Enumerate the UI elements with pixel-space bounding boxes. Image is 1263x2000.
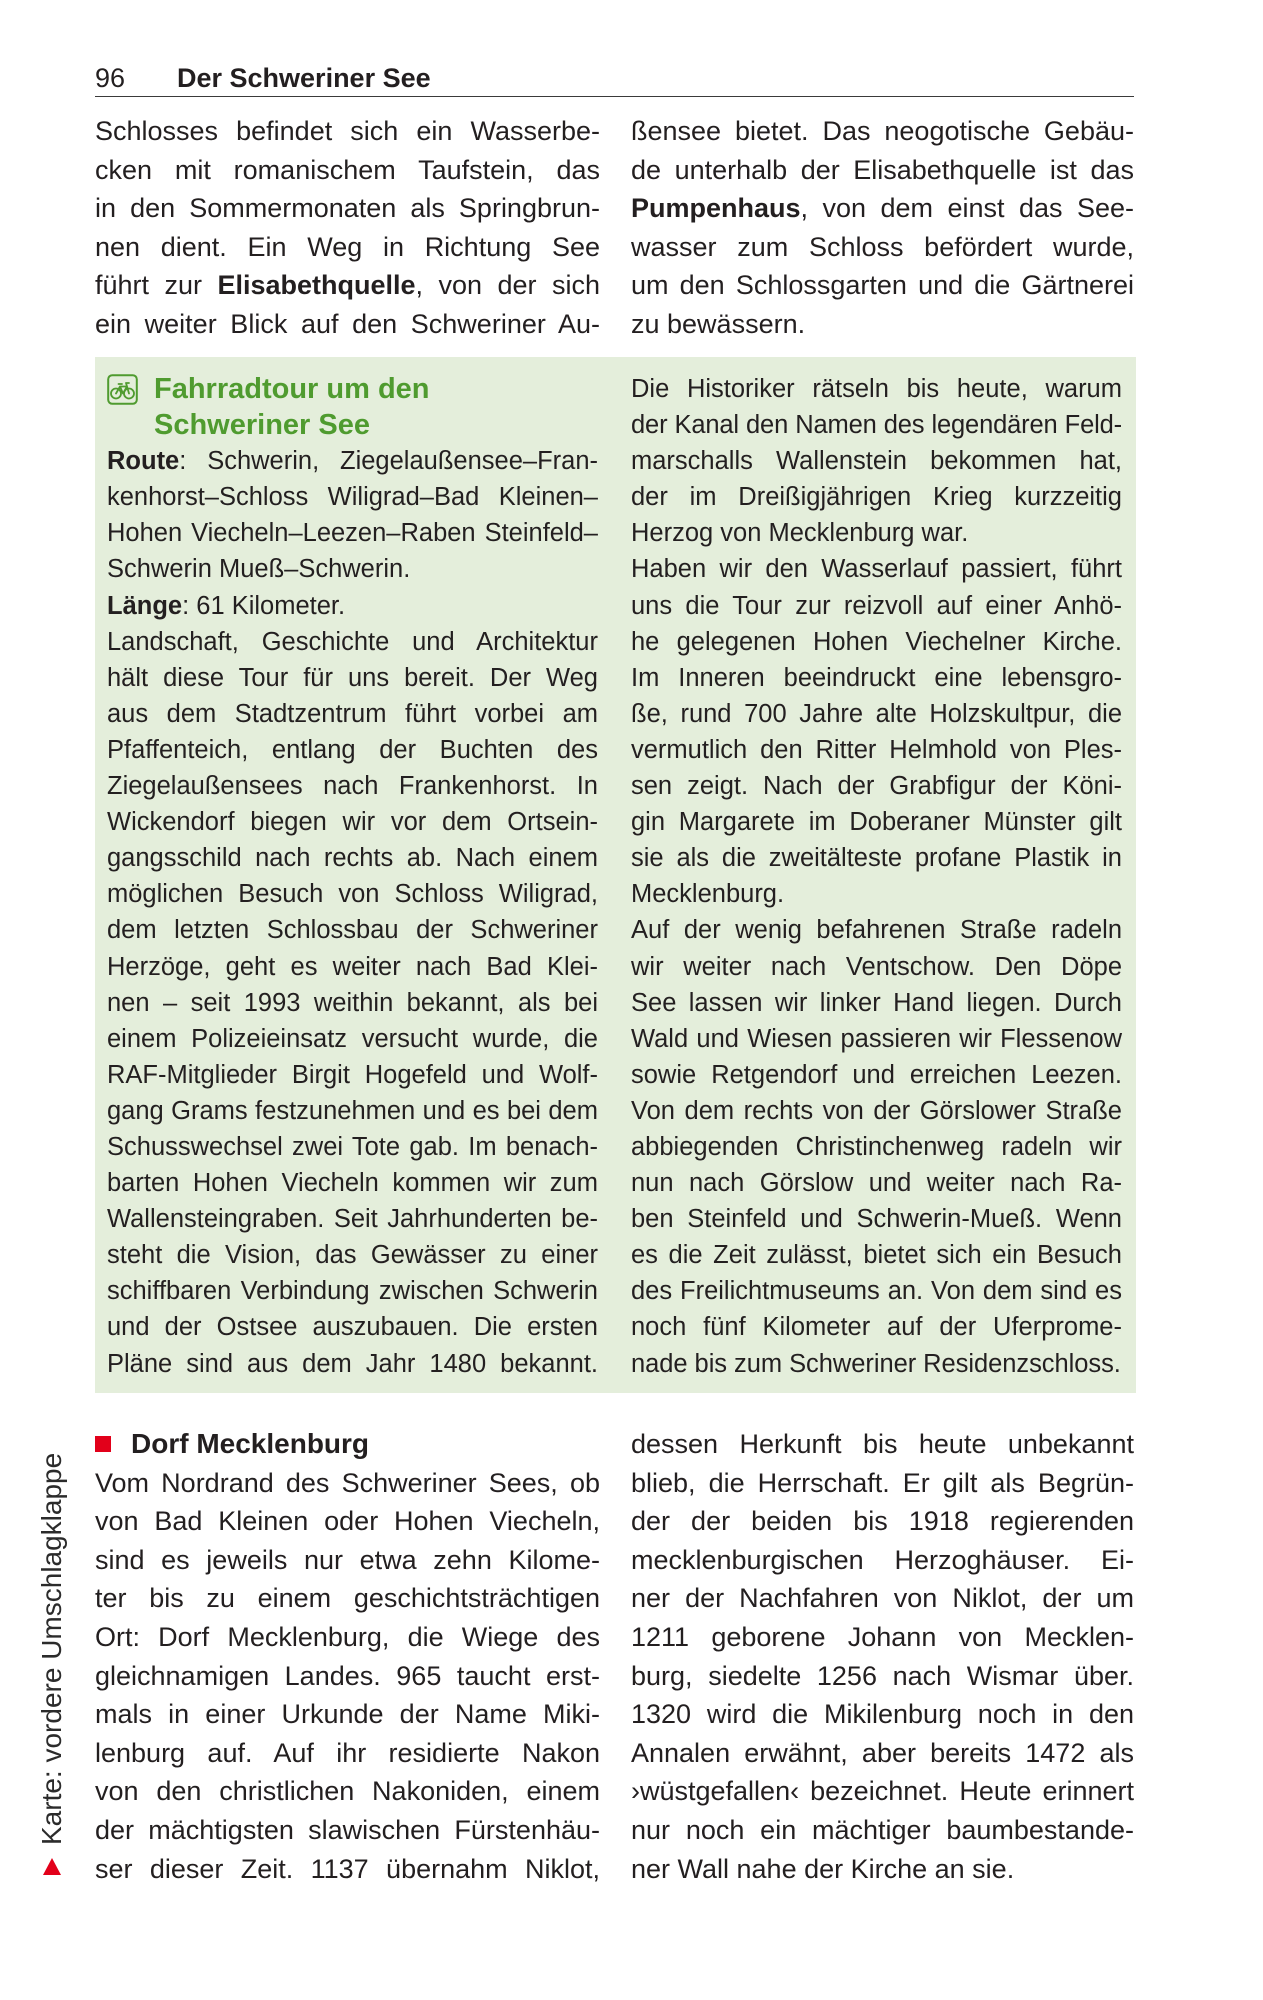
text-line — [631, 985, 1122, 1021]
line-text: mecklenburgischen Herzoghäuser. Ei- — [631, 1544, 1134, 1575]
text-line — [107, 876, 598, 912]
text-line — [107, 443, 598, 479]
line-text: ner Wall nahe der Kirche an sie. — [631, 1853, 1015, 1884]
line-text: See lassen wir linker Hand liegen. Durch — [631, 988, 1122, 1017]
line-text: mals in einer Urkunde der Name Miki- — [95, 1699, 600, 1730]
section-column-right — [631, 1425, 1134, 1888]
text-line — [631, 407, 1122, 443]
bike-tour-column-right — [631, 371, 1122, 1382]
text-line — [631, 266, 1134, 305]
line-text: des Freilichtmuseums an. Von dem sind es — [631, 1277, 1122, 1306]
text-line — [107, 1309, 598, 1345]
triangle-up-icon — [43, 1858, 61, 1875]
line-text: kenhorst–Schloss Wiligrad–Bad Kleinen– — [107, 483, 598, 512]
line-text: de unterhalb der Elisabethquelle ist das — [631, 154, 1134, 185]
text-line — [631, 804, 1122, 840]
text-line — [631, 1346, 1122, 1382]
text-line — [631, 1811, 1134, 1850]
bike-tour-title-line: Fahrradtour um den — [154, 373, 430, 405]
red-square-icon — [95, 1436, 111, 1452]
line-text: Landschaft, Geschichte und Architektur — [107, 627, 598, 656]
line-text: hält diese Tour für uns bereit. Der Weg — [107, 663, 598, 692]
line-text: Im Inneren beeindruckt eine lebensgro- — [631, 663, 1122, 692]
line-text: Herzog von Mecklenburg war. — [631, 519, 969, 548]
paragraph — [95, 112, 600, 344]
paragraph — [95, 1464, 600, 1889]
line-text: dessen Herkunft bis heute unbekannt — [631, 1429, 1134, 1459]
text-line — [107, 624, 598, 660]
bold-term: Route — [107, 447, 180, 476]
text-line — [107, 1057, 598, 1093]
line-text: nen dient. Ein Weg in Richtung See — [95, 231, 600, 262]
line-text: Pfaffenteich, entlang der Buchten des — [107, 735, 598, 764]
line-text: in den Sommermonaten als Springbrun- — [95, 193, 600, 224]
text-line — [631, 696, 1122, 732]
line-text: schiffbaren Verbindung zwischen Schwerin — [107, 1277, 598, 1306]
line-text: sie als die zweitälteste profane Plastik in — [631, 844, 1122, 873]
text-line — [107, 479, 598, 515]
text-line — [95, 266, 600, 305]
text-line — [631, 912, 1122, 948]
line-text: ße, rund 700 Jahre alte Holzskultpur, die — [631, 699, 1122, 728]
text-line — [631, 443, 1122, 479]
line-text: nun nach Görslow und weiter nach Ra- — [631, 1169, 1122, 1198]
line-text: um den Schlossgarten und die Gärtnerei — [631, 270, 1134, 301]
text-line — [631, 588, 1122, 624]
text-line — [107, 1165, 598, 1201]
text-line — [107, 660, 598, 696]
line-text: he gelegenen Hohen Viechelner Kirche. — [631, 627, 1122, 656]
text-line — [107, 588, 598, 624]
text-line — [631, 1618, 1134, 1657]
line-text: der mächtigsten slawischen Fürstenhäu- — [95, 1814, 600, 1845]
page-number: 96 — [95, 63, 126, 93]
text-line — [107, 912, 598, 948]
line-text: Schusswechsel zwei Tote gab. Im benach- — [107, 1132, 598, 1161]
line-text: sowie Retgendorf und erreichen Leezen. — [631, 1060, 1122, 1089]
text-line — [95, 305, 600, 344]
text-line — [107, 804, 598, 840]
text-line — [107, 1237, 598, 1273]
line-text: Auf der wenig befahrenen Straße radeln — [631, 916, 1122, 945]
bicycle-icon — [107, 374, 138, 405]
text-line — [631, 949, 1122, 985]
bike-tour-title-line: Schweriner See — [154, 409, 370, 442]
text-line — [95, 1618, 600, 1657]
line-text: nur noch ein mächtiger baumbestande- — [631, 1814, 1134, 1845]
text-line — [631, 551, 1122, 587]
line-text: möglichen Besuch von Schloss Wiligrad, — [107, 880, 598, 909]
line-text: einem Polizeieinsatz versucht wurde, die — [107, 1024, 598, 1053]
text-line — [631, 1579, 1134, 1618]
line-text: nen – seit 1993 weithin bekannt, als bei — [107, 988, 598, 1017]
line-text: Annalen erwähnt, aber bereits 1472 als — [631, 1737, 1134, 1768]
line-text: der im Dreißigjährigen Krieg kurzzeitig — [631, 483, 1122, 512]
text-line — [95, 1579, 600, 1618]
text-line — [107, 840, 598, 876]
intro-column-right — [631, 112, 1134, 344]
text-line — [631, 1093, 1122, 1129]
text-line — [631, 1541, 1134, 1580]
text-line — [95, 1502, 600, 1541]
line-text: aus dem Stadtzentrum führt vorbei am — [107, 699, 598, 728]
paragraph — [631, 1425, 1134, 1888]
text-line — [107, 1346, 598, 1382]
text-line — [631, 112, 1134, 151]
line-text: 1320 wird die Mikilenburg noch in den — [631, 1699, 1134, 1730]
line-text: Haben wir den Wasserlauf passiert, führt — [631, 555, 1122, 584]
line-text: nade bis zum Schweriner Residenzschloss. — [631, 1349, 1121, 1378]
text-line — [107, 768, 598, 804]
text-line — [107, 696, 598, 732]
line-text: vermutlich den Ritter Helmhold von Ples- — [631, 735, 1122, 764]
line-text: von den christlichen Nakoniden, einem — [95, 1776, 600, 1807]
line-text: marschalls Wallenstein bekommen hat, — [631, 447, 1122, 476]
line-text: wir weiter nach Ventschow. Den Döpe — [631, 952, 1122, 981]
text-line — [107, 515, 598, 551]
line-text: Hohen Viecheln–Leezen–Raben Steinfeld– — [107, 519, 598, 548]
text-line — [631, 876, 1122, 912]
line-text: Herzöge, geht es weiter nach Bad Klei- — [107, 952, 598, 981]
line-text: ner der Nachfahren von Niklot, der um — [631, 1583, 1134, 1614]
paragraph — [631, 912, 1122, 1381]
line-text: barten Hohen Viecheln kommen wir zum — [107, 1169, 598, 1198]
text-line — [631, 1021, 1122, 1057]
text-line — [95, 228, 600, 267]
line-text: : Schwerin, Ziegelaußensee–Fran- — [179, 447, 598, 476]
paragraph — [631, 371, 1122, 551]
line-text: Ort: Dorf Mecklenburg, die Wiege des — [95, 1621, 600, 1652]
text-line — [631, 768, 1122, 804]
bold-term: Länge — [107, 591, 183, 620]
line-text: noch fünf Kilometer auf der Uferprome- — [631, 1313, 1122, 1342]
text-line — [631, 1695, 1134, 1734]
line-text: Die Historiker rätseln bis heute, warum — [631, 375, 1122, 403]
line-text: Ziegelaußensees nach Frankenhorst. In — [107, 772, 598, 801]
text-line — [107, 949, 598, 985]
text-line — [631, 1165, 1122, 1201]
line-text: Schwerin Mueß–Schwerin. — [107, 555, 411, 584]
line-text: burg, siedelte 1256 nach Wismar über. — [631, 1660, 1134, 1691]
line-text: gleichnamigen Landes. 965 taucht erst- — [95, 1660, 600, 1691]
text-line — [631, 1237, 1122, 1273]
text-line — [631, 1057, 1122, 1093]
text-line — [631, 1273, 1122, 1309]
chapter-title: Der Schweriner See — [177, 63, 431, 93]
line-text: ben Steinfeld und Schwerin-Mueß. Wenn — [631, 1205, 1122, 1234]
text-line — [631, 1425, 1134, 1464]
line-text: ßensee bietet. Das neogotische Gebäu- — [631, 116, 1134, 146]
text-line — [95, 1734, 600, 1773]
line-text: und der Ostsee auszubauen. Die ersten — [107, 1313, 598, 1342]
line-text: steht die Vision, das Gewässer zu einer — [107, 1241, 598, 1270]
line-text: blieb, die Herrschaft. Er gilt als Begrün- — [631, 1467, 1134, 1498]
line-text: Vom Nordrand des Schweriner Sees, ob — [95, 1467, 600, 1498]
text-line — [631, 1309, 1122, 1345]
section-column-left — [95, 1425, 600, 1888]
section-heading — [95, 1425, 600, 1464]
text-line — [631, 624, 1122, 660]
paragraph — [107, 624, 598, 1382]
line-text: uns die Tour zur reizvoll auf einer Anhö- — [631, 591, 1122, 620]
line-text: : 61 Kilometer. — [182, 591, 346, 620]
line-text: ser dieser Zeit. 1137 übernahm Niklot, — [95, 1853, 600, 1884]
text-line — [631, 1201, 1122, 1237]
text-line — [95, 1657, 600, 1696]
text-line — [631, 840, 1122, 876]
line-text: führt zur — [95, 270, 218, 301]
line-text: gang Grams festzunehmen und es bei dem — [107, 1096, 598, 1125]
text-line — [95, 1464, 600, 1503]
text-line — [95, 1811, 600, 1850]
running-header — [95, 60, 1134, 97]
line-text: der der beiden bis 1918 regierenden — [631, 1506, 1134, 1537]
line-text: abbiegenden Christinchenweg radeln wir — [631, 1132, 1122, 1161]
line-text: gin Margarete im Doberaner Münster gilt — [631, 808, 1122, 837]
line-text: sind es jeweils nur etwa zehn Kilome- — [95, 1544, 600, 1575]
text-line — [631, 1772, 1134, 1811]
bold-term: Pumpenhaus — [631, 193, 801, 224]
line-text: Schlosses befindet sich ein Wasserbe- — [95, 116, 600, 146]
line-text: ter bis zu einem geschichtsträchtigen — [95, 1583, 600, 1614]
text-line — [631, 1657, 1134, 1696]
text-line — [107, 985, 598, 1021]
text-line — [631, 479, 1122, 515]
bike-tour-column-left — [107, 371, 598, 1382]
text-line — [631, 660, 1122, 696]
line-text: es die Zeit zulässt, bietet sich ein Besuch — [631, 1241, 1122, 1270]
line-text: ›wüstgefallen‹ bezeichnet. Heute erinnert — [631, 1776, 1134, 1807]
text-line — [107, 551, 598, 587]
text-line — [631, 151, 1134, 190]
line-text: dem letzten Schlossbau der Schweriner — [107, 916, 598, 945]
line-text: Wald und Wiesen passieren wir Flessenow — [631, 1024, 1122, 1053]
line-text: RAF-Mitglieder Birgit Hogefeld und Wolf- — [107, 1060, 598, 1089]
text-line — [95, 189, 600, 228]
section-heading-text: Dorf Mecklenburg — [131, 1428, 370, 1459]
text-line — [631, 228, 1134, 267]
line-text: , von dem einst das See- — [800, 193, 1134, 224]
text-line — [631, 189, 1134, 228]
text-line — [107, 1021, 598, 1057]
line-text: gangsschild nach rechts ab. Nach einem — [107, 844, 598, 873]
text-line — [107, 1129, 598, 1165]
text-line — [95, 1695, 600, 1734]
line-text: Wallensteingraben. Seit Jahrhunderten be- — [107, 1205, 598, 1234]
line-text: lenburg auf. Auf ihr residierte Nakon — [95, 1737, 600, 1768]
intro-column-left — [95, 112, 600, 344]
side-tab-label: Karte: vordere Umschlagklappe — [36, 1452, 67, 1845]
text-line — [631, 1734, 1134, 1773]
text-line — [631, 732, 1122, 768]
text-line — [95, 1772, 600, 1811]
line-text: 1211 geborene Johann von Mecklen- — [631, 1621, 1134, 1652]
text-line — [95, 1541, 600, 1580]
paragraph — [631, 112, 1134, 344]
text-line — [107, 732, 598, 768]
text-line — [107, 1201, 598, 1237]
line-text: zu bewässern. — [631, 308, 806, 339]
text-line — [95, 112, 600, 151]
line-text: der Kanal den Namen des legendären Feld- — [631, 411, 1122, 440]
text-line — [631, 515, 1122, 551]
line-text: Von dem rechts von der Görslower Straße — [631, 1096, 1122, 1125]
line-text: sen zeigt. Nach der Grabfigur der Köni- — [631, 772, 1122, 801]
paragraph — [631, 551, 1122, 912]
line-text: ein weiter Blick auf den Schweriner Au- — [95, 308, 600, 339]
text-line — [631, 1464, 1134, 1503]
text-line — [95, 151, 600, 190]
text-line — [631, 1502, 1134, 1541]
line-text: Wickendorf biegen wir vor dem Ortsein- — [107, 808, 598, 837]
line-text: von Bad Kleinen oder Hohen Viecheln, — [95, 1506, 600, 1537]
text-line — [631, 305, 1134, 344]
text-line — [631, 1129, 1122, 1165]
bike-tour-title — [107, 371, 598, 443]
text-line — [107, 1273, 598, 1309]
paragraph — [107, 588, 598, 624]
paragraph — [107, 443, 598, 587]
text-line — [95, 1850, 600, 1889]
text-line — [107, 1093, 598, 1129]
line-text: , von der sich — [415, 270, 600, 301]
text-line — [631, 1850, 1134, 1889]
bold-term: Elisabethquelle — [217, 270, 416, 301]
line-text: Mecklenburg. — [631, 880, 785, 909]
line-text: Pläne sind aus dem Jahr 1480 bekannt. — [107, 1349, 598, 1378]
line-text: cken mit romanischem Taufstein, das — [95, 154, 600, 185]
line-text: wasser zum Schloss befördert wurde, — [631, 231, 1134, 262]
text-line — [631, 371, 1122, 407]
